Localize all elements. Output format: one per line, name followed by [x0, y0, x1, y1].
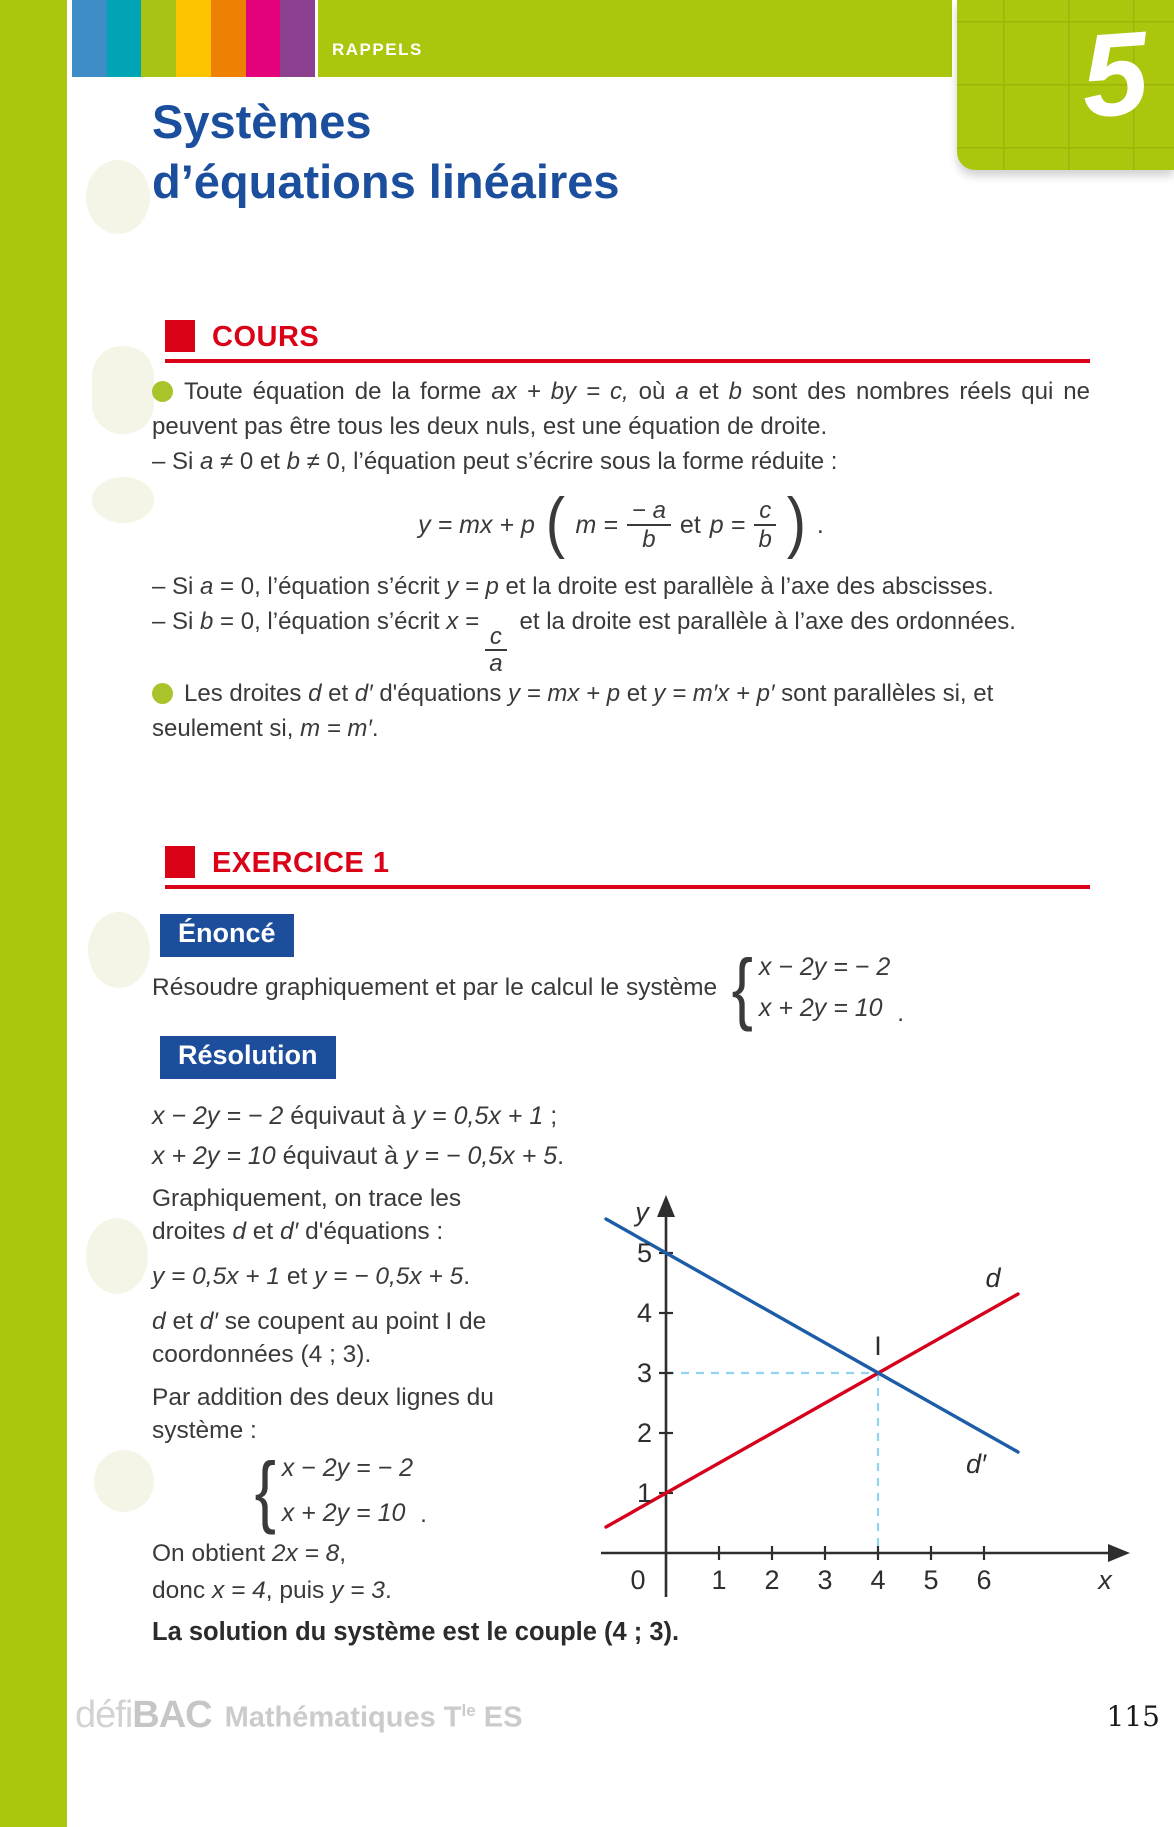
x-tick-label-1: 1 — [711, 1565, 727, 1595]
system-equation-1: x − 2y = − 2 — [281, 1454, 414, 1482]
math-run: b — [286, 448, 300, 475]
text-run: . — [420, 1501, 427, 1528]
cours-paragraph-3 — [152, 569, 1090, 604]
text-run: et — [280, 1263, 315, 1290]
math-run: d — [308, 680, 322, 707]
line-d-prime-label: d′ — [965, 1449, 987, 1479]
resolution-equivalences — [152, 1096, 692, 1176]
text-run: d'équations : — [298, 1218, 444, 1245]
cours-paragraph-2 — [152, 444, 1090, 479]
graph — [556, 1183, 1146, 1683]
math-run: y = p — [446, 573, 499, 600]
page-title — [152, 92, 620, 212]
text-run: , — [339, 1540, 347, 1567]
math-run: b — [200, 608, 214, 635]
text-run: ES — [475, 1702, 523, 1734]
intersection-label: I — [874, 1331, 882, 1361]
system-brace: { — [254, 1446, 277, 1535]
decorative-circle — [92, 477, 154, 523]
y-tick-label-2: 2 — [636, 1418, 652, 1448]
system-equations — [282, 1452, 413, 1530]
line-d-label: d — [985, 1263, 1001, 1293]
text-run: se coupent au point I de coordonnées (4 ; 3). — [152, 1308, 487, 1368]
math-run: a — [675, 378, 689, 405]
text-run: et — [688, 378, 729, 405]
fraction-numerator: − a — [627, 497, 671, 526]
text-run: et la droite est parallèle à l’axe des ordonnées. — [512, 608, 1016, 635]
red-square-icon — [165, 846, 195, 878]
text-run: ≠ 0 et — [213, 448, 287, 475]
system-equation-2: x + 2y = 10 — [281, 1499, 406, 1527]
system-brace: { — [731, 943, 754, 1032]
text-run: et — [165, 1308, 200, 1335]
text-run: et la droite est parallèle à l’axe des abscisses. — [498, 573, 994, 600]
text-run: où — [628, 378, 676, 405]
equation-system — [729, 943, 905, 1032]
text-run: d'équations — [372, 680, 509, 707]
text-run: . — [816, 510, 824, 539]
y-tick-label-4: 4 — [636, 1298, 652, 1328]
header-color-bars — [72, 0, 315, 77]
decorative-circle — [94, 1450, 154, 1512]
text-run: ≠ 0, l’équation peut s’écrire sous la forme réduite : — [299, 448, 838, 475]
x-axis-arrow-icon — [1108, 1544, 1130, 1562]
decorative-circle — [88, 912, 150, 988]
math-run: y = mx + p — [418, 510, 535, 539]
resolution-line-3 — [152, 1182, 512, 1248]
text-run: et — [679, 510, 701, 539]
cours-paragraph-5 — [152, 676, 1090, 746]
page-number: 115 — [1106, 1700, 1160, 1733]
math-run: y = − 0,5x + 5 — [314, 1263, 464, 1290]
enonce-text: Résoudre graphiquement et par le calcul le système — [152, 974, 718, 1001]
math-run: d′ — [354, 680, 373, 707]
math-run: a — [200, 448, 214, 475]
text-run: équivaut à — [275, 1142, 405, 1170]
color-bar-purple — [280, 0, 315, 77]
text-run: = 0, l’équation s’écrit — [213, 573, 447, 600]
text-run: – Si — [152, 448, 201, 475]
math-run: x = — [446, 608, 479, 635]
x-tick-label-4: 4 — [870, 1565, 886, 1595]
text-run: Toute équation de la forme — [184, 378, 492, 405]
footer-brand — [75, 1694, 522, 1737]
close-paren: ) — [786, 484, 807, 561]
system-equation-1: x − 2y = − 2 — [758, 953, 891, 981]
math-run: 2x = 8 — [271, 1540, 340, 1567]
text-run: Graphiquement, on trace les droites — [152, 1185, 462, 1245]
resolution-line-1 — [152, 1096, 692, 1136]
text-run: sont parallèles si, et seulement si, — [152, 680, 994, 742]
resolution-line-5 — [152, 1305, 512, 1371]
fraction — [627, 497, 671, 553]
color-bar-teal — [107, 0, 142, 77]
math-run: x + 2y = 10 — [152, 1142, 276, 1170]
text-run: – Si — [152, 573, 201, 600]
x-tick-label-2: 2 — [764, 1565, 780, 1595]
math-run: m = m′ — [300, 715, 372, 742]
page-title-line1: Systèmes — [152, 95, 372, 148]
x-tick-label-3: 3 — [817, 1565, 833, 1595]
enonce-statement — [152, 943, 1112, 1032]
decorative-circle — [86, 160, 150, 234]
text-run: . — [463, 1263, 471, 1290]
text-run: et — [245, 1218, 281, 1245]
reduced-form-equation — [152, 484, 1090, 563]
color-bar-magenta — [246, 0, 281, 77]
system-equations — [759, 953, 890, 1023]
color-bar-orange — [211, 0, 246, 77]
math-run: x − 2y = − 2 — [152, 1102, 284, 1130]
math-run: d — [232, 1218, 246, 1245]
header-banner — [318, 0, 952, 77]
resolution-line-4 — [152, 1260, 512, 1293]
resolution-column — [152, 1182, 512, 1619]
cours-paragraph-4 — [152, 604, 1090, 676]
enonce-badge: Énoncé — [160, 914, 294, 957]
text-run: . — [384, 1577, 392, 1604]
text-run: On obtient — [152, 1540, 272, 1567]
cours-body — [152, 374, 1090, 746]
red-rule — [165, 359, 1090, 363]
exercice-section-header — [165, 846, 1090, 892]
exercice-heading: EXERCICE 1 — [212, 847, 390, 879]
y-tick-label-5: 5 — [636, 1238, 652, 1268]
equation-system-repeat — [252, 1446, 512, 1535]
y-axis-label: y — [635, 1197, 649, 1227]
line-d — [606, 1294, 1018, 1527]
footer-subject — [225, 1701, 523, 1735]
text-run: Les droites — [184, 680, 309, 707]
math-run: y = mx + p — [508, 680, 621, 707]
resolution-line-2 — [152, 1136, 692, 1176]
text-run: = 0, l’équation s’écrit — [213, 608, 447, 635]
math-run: d — [152, 1308, 166, 1335]
fraction-denominator: a — [489, 650, 503, 677]
conclusion: La solution du système est le couple (4 ; 3). — [152, 1618, 680, 1646]
text-run: – Si — [152, 608, 201, 635]
line-d-prime — [606, 1219, 1018, 1452]
page-title-line2: d’équations linéaires — [152, 155, 620, 208]
fraction-numerator: c — [754, 497, 776, 526]
color-bar-yellow — [176, 0, 211, 77]
x-axis-label: x — [1098, 1565, 1112, 1595]
cours-heading: COURS — [212, 321, 320, 353]
text-run: sont des nombres réels qui ne peuvent pas être tous les deux nuls, est une équation de droite. — [152, 378, 1091, 440]
math-run: p = — [709, 510, 746, 539]
fraction-denominator: b — [758, 526, 772, 553]
system-equation-2: x + 2y = 10 — [758, 994, 883, 1022]
resolution-badge: Résolution — [160, 1036, 336, 1079]
fraction — [485, 624, 507, 676]
resolution-line-6: Par addition des deux lignes du système : — [152, 1384, 494, 1444]
x-tick-label-6: 6 — [976, 1565, 992, 1595]
y-tick-label-3: 3 — [636, 1358, 652, 1388]
text-run: équivaut à — [283, 1102, 413, 1130]
fraction — [754, 497, 776, 553]
left-green-strip — [0, 0, 67, 1827]
open-paren: ( — [545, 484, 565, 561]
fraction-denominator: b — [642, 526, 656, 553]
math-run: x = 4 — [211, 1577, 266, 1604]
x-tick-label-5: 5 — [923, 1565, 939, 1595]
text-run: , puis — [265, 1577, 332, 1604]
chapter-number: 5 — [1077, 6, 1153, 144]
text-run: . — [371, 715, 379, 742]
math-run: m = — [575, 510, 618, 539]
text-run: et — [321, 680, 355, 707]
math-run: y = 0,5x + 1 — [412, 1102, 544, 1130]
text-run: ; — [543, 1102, 558, 1130]
section-tag: RAPPELS — [332, 40, 423, 59]
math-run: y = 3 — [331, 1577, 385, 1604]
cours-section-header — [165, 320, 1090, 366]
chapter-number-card — [957, 0, 1174, 170]
text-run: donc — [152, 1577, 212, 1604]
math-run: d′ — [280, 1218, 299, 1245]
text-run: . — [897, 1000, 905, 1027]
superscript: le — [461, 1701, 476, 1721]
green-bullet-icon — [152, 381, 173, 402]
red-rule — [165, 885, 1090, 889]
brand-defi: défi — [75, 1694, 133, 1736]
math-run: y = 0,5x + 1 — [152, 1263, 281, 1290]
text-run: . — [557, 1142, 565, 1170]
brand-bac: BAC — [132, 1694, 212, 1736]
text-run: et — [620, 680, 654, 707]
color-bar-green — [141, 0, 176, 77]
x-tick-label-0: 0 — [630, 1565, 646, 1595]
text-run: Mathématiques T — [224, 1702, 462, 1734]
math-run: a — [200, 573, 214, 600]
math-run: y = m′x + p′ — [653, 680, 775, 707]
math-run: d′ — [199, 1308, 218, 1335]
color-bar-blue — [72, 0, 107, 77]
math-run: y = − 0,5x + 5 — [404, 1142, 558, 1170]
fraction-numerator: c — [485, 624, 507, 651]
cours-paragraph-1 — [152, 374, 1090, 444]
math-run: b — [728, 378, 742, 405]
green-bullet-icon — [152, 683, 173, 704]
y-axis-arrow-icon — [657, 1195, 675, 1217]
resolution-line-7 — [152, 1537, 512, 1570]
math-run: ax + by = c, — [491, 378, 629, 405]
decorative-circle — [92, 346, 154, 434]
red-square-icon — [165, 320, 195, 352]
decorative-circle — [86, 1218, 148, 1294]
resolution-line-8 — [152, 1574, 512, 1607]
y-tick-label-1: 1 — [636, 1478, 652, 1508]
